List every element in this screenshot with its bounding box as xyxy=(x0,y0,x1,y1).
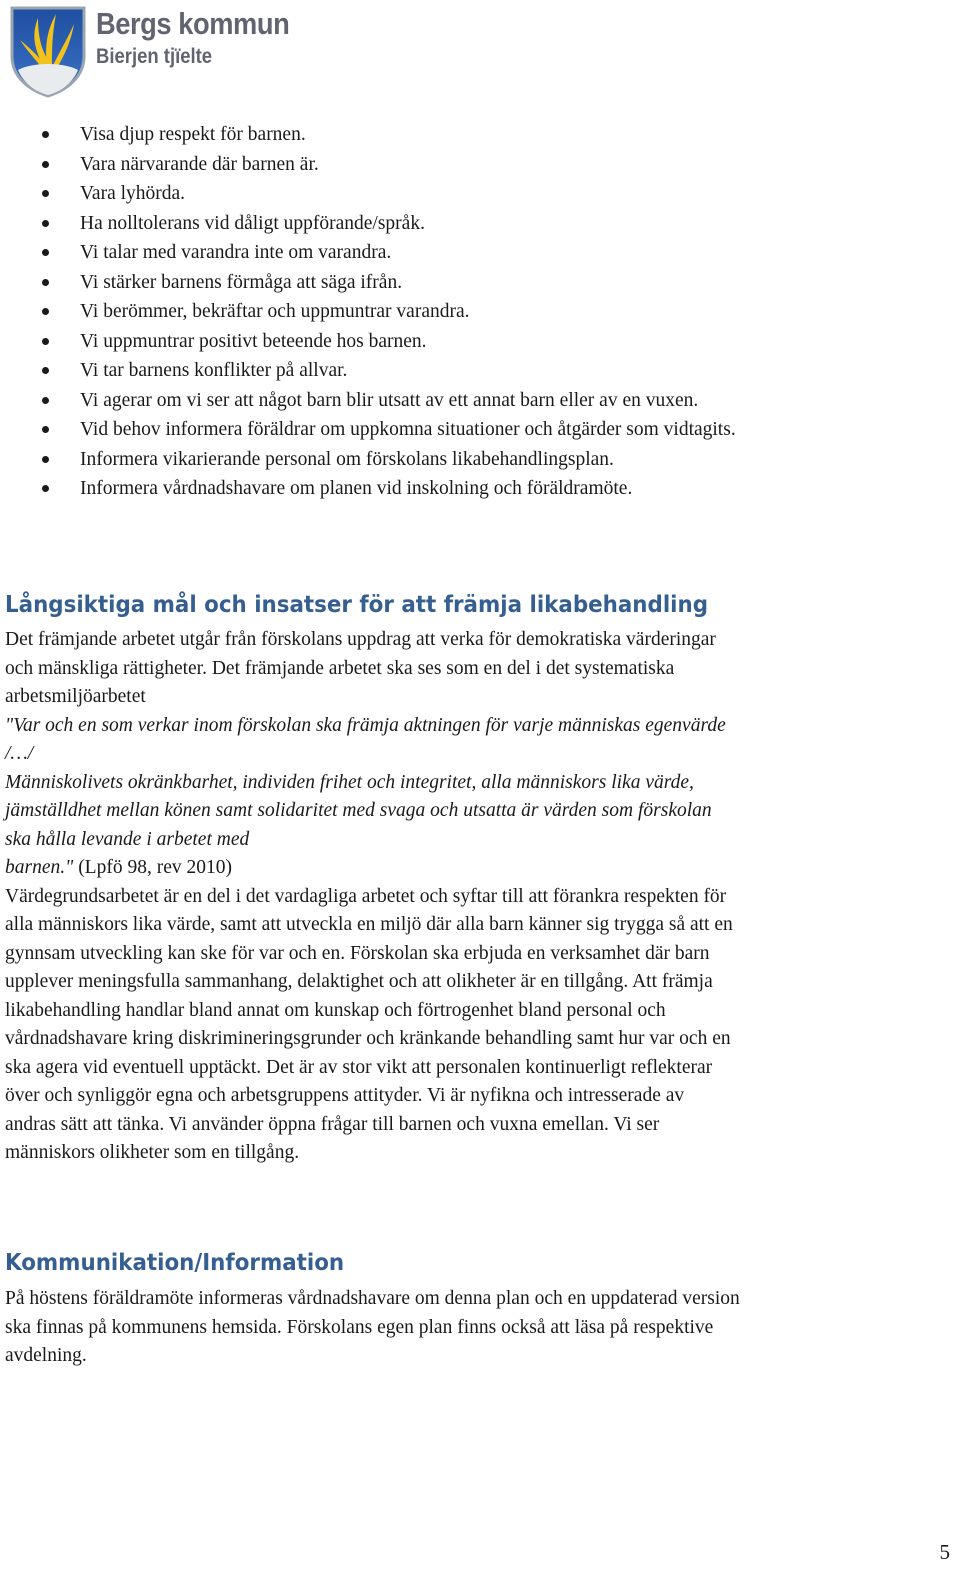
list-item: Vara lyhörda. xyxy=(42,179,736,209)
bullet-dot-icon xyxy=(42,338,49,345)
section-body-kommunikation xyxy=(5,1285,950,1371)
list-item: Vi tar barnens konflikter på allvar. xyxy=(42,356,736,386)
list-item: Vi berömmer, bekräftar och uppmuntrar varandra. xyxy=(42,297,736,327)
quote-line: ska hålla levande i arbetet med xyxy=(5,828,250,850)
list-item: Informera vikarierande personal om förskolans likabehandlingsplan. xyxy=(42,445,736,475)
quote-line: barnen." xyxy=(5,857,74,878)
list-item: Vi talar med varandra inte om varandra. xyxy=(42,238,736,268)
bullet-dot-icon xyxy=(42,279,49,286)
paragraph-line: likabehandling handlar bland annat om kunskap och förtrogenhet bland personal och xyxy=(5,999,666,1021)
section-heading-likabehandling: Långsiktiga mål och insatser för att främja likabehandling xyxy=(5,592,709,618)
section-body-likabehandling xyxy=(5,626,950,1168)
bullet-dot-icon xyxy=(42,485,49,492)
bullet-dot-icon xyxy=(42,367,49,374)
paragraph-line: över och synliggör egna och arbetsgruppens attityder. Vi är nyfikna och intresserade av xyxy=(5,1085,685,1106)
citation: (Lpfö 98, rev 2010) xyxy=(73,857,232,878)
paragraph-line: ska agera vid eventuell upptäckt. Det är av stor vikt att personalen kontinuerligt reflekterar xyxy=(5,1056,713,1078)
quote-end-line xyxy=(5,854,950,883)
paragraph-line: vårdnadshavare kring diskrimineringsgrunder och kränkande behandling samt hur var och en xyxy=(5,1028,731,1049)
list-item: Visa djup respekt för barnen. xyxy=(42,120,736,150)
bullet-dot-icon xyxy=(42,131,49,138)
bullet-dot-icon xyxy=(42,190,49,197)
municipality-crest-icon xyxy=(8,4,88,98)
bullet-dot-icon xyxy=(42,456,49,463)
bullet-list xyxy=(42,120,736,504)
quote-line: /…/ xyxy=(5,743,34,764)
logo xyxy=(8,4,290,100)
bullet-dot-icon xyxy=(42,308,49,315)
paragraph-line: avdelning. xyxy=(5,1345,87,1366)
bullet-dot-icon xyxy=(42,397,49,404)
paragraph-line: arbetsmiljöarbetet xyxy=(5,686,146,707)
bullet-dot-icon xyxy=(42,249,49,256)
logo-subtitle: Bierjen tjïelte xyxy=(96,45,213,68)
list-item: Vi stärker barnens förmåga att säga ifrån. xyxy=(42,268,736,298)
quote-line: jämställdhet mellan könen samt solidaritet med svaga och utsatta är värden som förskolan xyxy=(5,800,712,821)
bullet-dot-icon xyxy=(42,161,49,168)
paragraph-line: På höstens föräldramöte informeras vårdnadshavare om denna plan och en uppdaterad version xyxy=(5,1288,740,1309)
logo-name: Bergs kommun xyxy=(96,6,290,41)
list-item: Ha nolltolerans vid dåligt uppförande/språk. xyxy=(42,209,736,239)
list-item: Vi uppmuntrar positivt beteende hos barnen. xyxy=(42,327,736,357)
list-item: Vi agerar om vi ser att något barn blir utsatt av ett annat barn eller av en vuxen. xyxy=(42,386,736,416)
paragraph-line: och mänskliga rättigheter. Det främjande arbetet ska ses som en del i det systematiska xyxy=(5,657,675,679)
paragraph-line: andras sätt att tänka. Vi använder öppna frågar till barnen och vuxna emellan. Vi ser xyxy=(5,1113,660,1135)
paragraph-line: upplever meningsfulla sammanhang, delaktighet och att olikheter är en tillgång. Att främja xyxy=(5,971,713,992)
paragraph-line: Det främjande arbetet utgår från förskolans uppdrag att verka för demokratiska värderingar xyxy=(5,629,716,650)
bullet-dot-icon xyxy=(42,426,49,433)
list-item: Vara närvarande där barnen är. xyxy=(42,150,736,180)
bullet-dot-icon xyxy=(42,220,49,227)
quote-line: Människolivets okränkbarhet, individen frihet och integritet, alla människors lika värde, xyxy=(5,771,694,793)
paragraph-line: Värdegrundsarbetet är en del i det vardagliga arbetet och syftar till att förankra respekten för xyxy=(5,885,727,907)
list-item: Vid behov informera föräldrar om uppkomna situationer och åtgärder som vidtagits. xyxy=(42,415,736,445)
paragraph-line: gynnsam utveckling kan ske för var och en. Förskolan ska erbjuda en verksamhet där barn xyxy=(5,942,710,964)
paragraph-line: ska finnas på kommunens hemsida. Förskolans egen plan finns också att läsa på respektive xyxy=(5,1316,714,1338)
section-heading-kommunikation: Kommunikation/Information xyxy=(5,1250,345,1276)
list-item: Informera vårdnadshavare om planen vid inskolning och föräldramöte. xyxy=(42,474,736,504)
paragraph-line: alla människors lika värde, samt att utveckla en miljö där alla barn känner sig trygga så att en xyxy=(5,914,733,935)
paragraph-line: människors olikheter som en tillgång. xyxy=(5,1142,300,1163)
quote-line: "Var och en som verkar inom förskolan ska främja aktningen för varje människas egenvärde xyxy=(5,714,726,736)
page-number: 5 xyxy=(939,1540,950,1564)
